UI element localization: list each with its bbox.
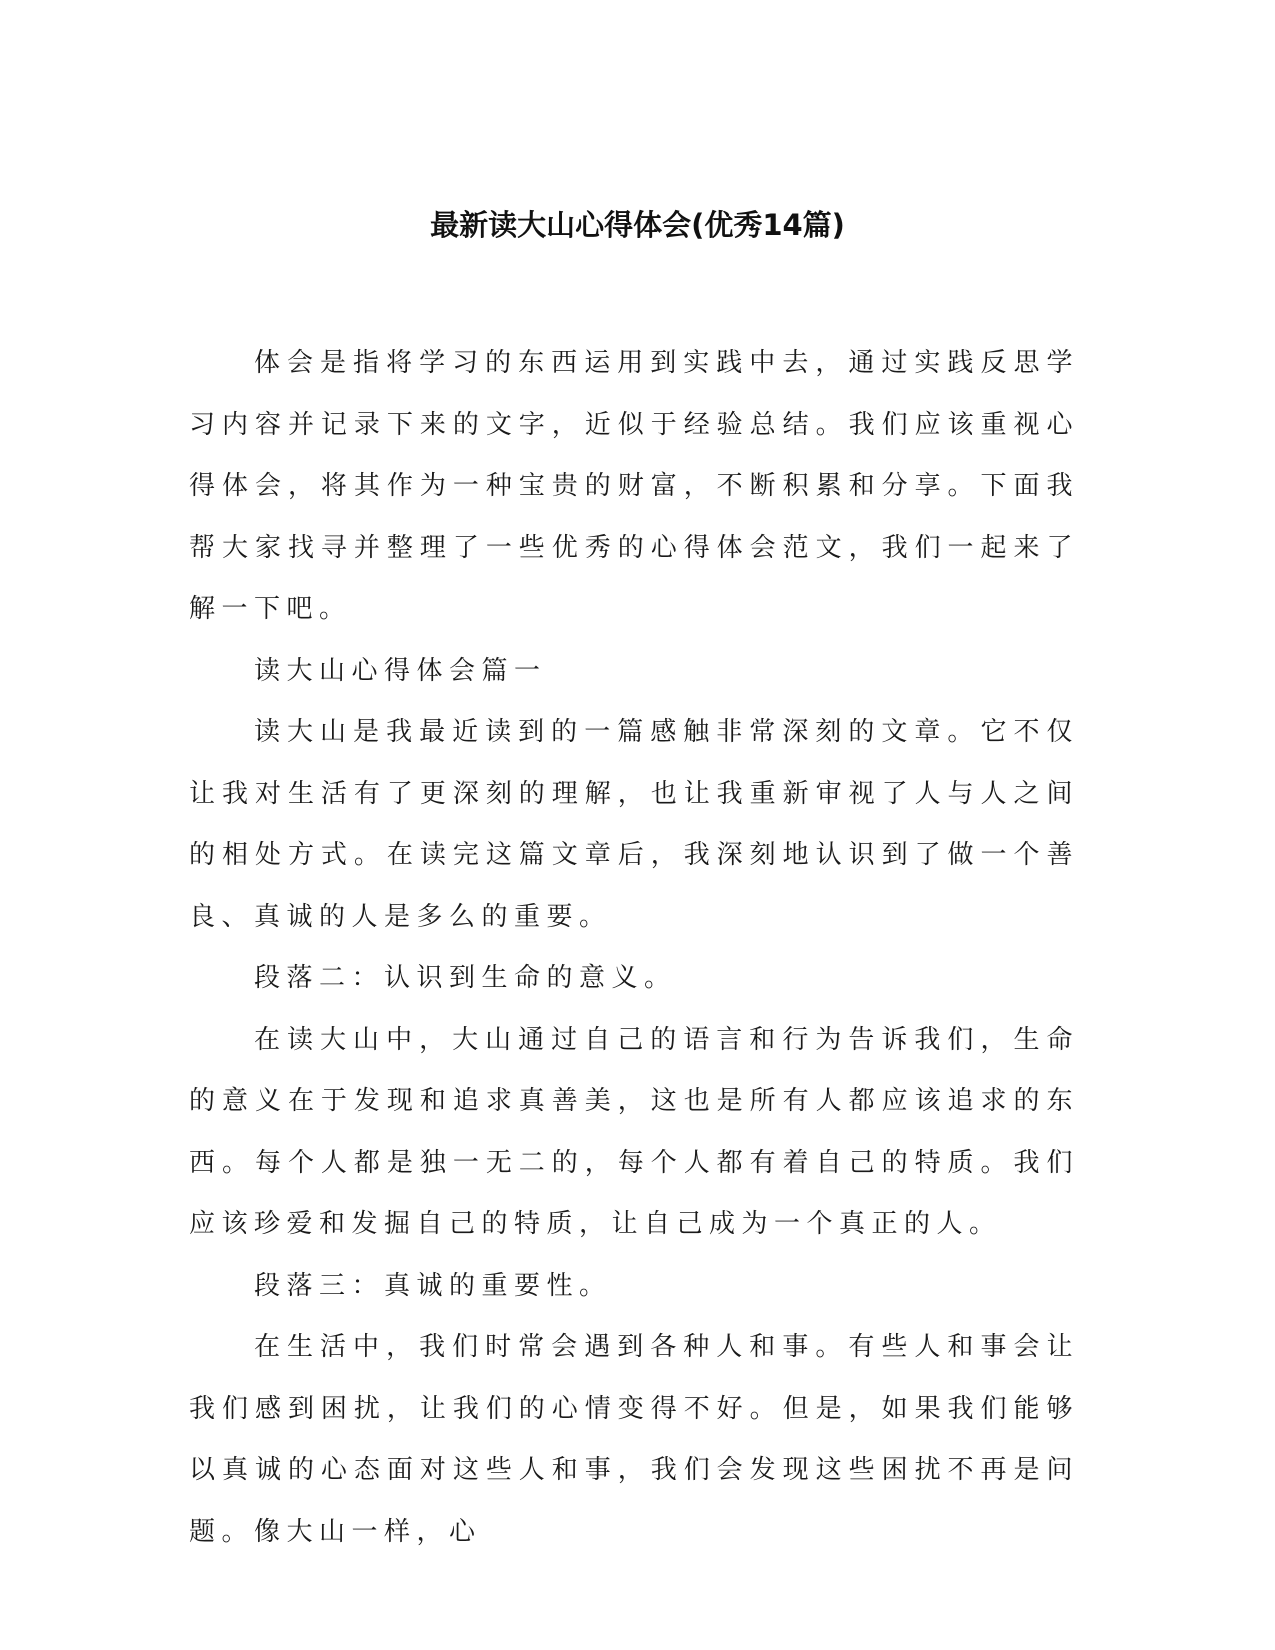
paragraph-intro: 体会是指将学习的东西运用到实践中去，通过实践反思学习内容并记录下来的文字，近似于经验总结。我们应该重视心得体会，将其作为一种宝贵的财富，不断积累和分享。下面我帮大家找寻并整理了一些优秀的心得体会范文，我们一起来了解一下吧。 [189, 348, 1079, 624]
document-body [189, 333, 1079, 1563]
paragraph-2: 在读大山中，大山通过自己的语言和行为告诉我们，生命的意义在于发现和追求真善美，这也是所有人都应该追求的东西。每个人都是独一无二的，每个人都有着自己的特质。我们应该珍爱和发掘自己的特质，让自己成为一个真正的人。 [189, 1024, 1079, 1239]
document-title: 最新读大山心得体会(优秀14篇) [430, 208, 845, 242]
section-heading-1: 读大山心得体会篇一 [254, 655, 547, 686]
section-heading-3: 段落三：真诚的重要性。 [254, 1270, 612, 1301]
paragraph-3: 在生活中，我们时常会遇到各种人和事。有些人和事会让我们感到困扰，让我们的心情变得不好。但是，如果我们能够以真诚的心态面对这些人和事，我们会发现这些困扰不再是问题。像大山一样，心 [189, 1332, 1079, 1547]
section-heading-2: 段落二：认识到生命的意义。 [254, 963, 677, 993]
paragraph-1: 读大山是我最近读到的一篇感触非常深刻的文章。它不仅让我对生活有了更深刻的理解，也让我重新审视了人与人之间的相处方式。在读完这篇文章后，我深刻地认识到了做一个善良、真诚的人是多么的重要。 [189, 717, 1079, 932]
